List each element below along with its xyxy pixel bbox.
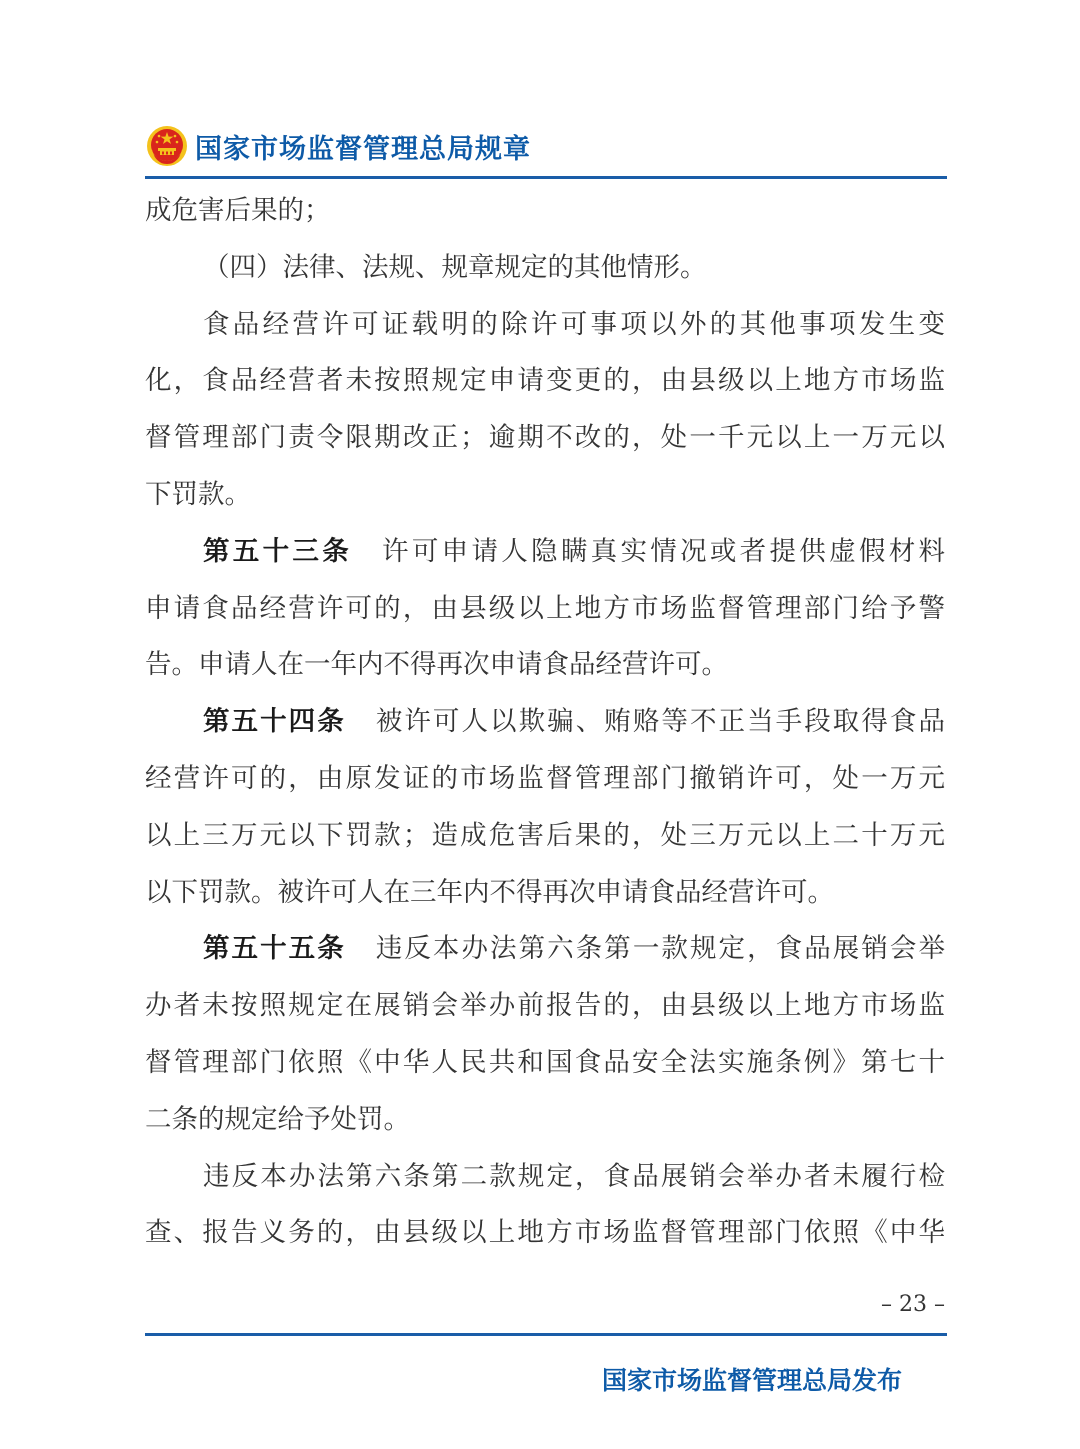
page-number: – 23 – xyxy=(881,1292,945,1317)
body-line: 申请食品经营许可的，由县级以上地方市场监督管理部门给予警 xyxy=(145,592,945,624)
body-line: 查、报告义务的，由县级以上地方市场监督管理部门依照《中华 xyxy=(145,1217,945,1249)
header-title: 国家市场监督管理总局规章 xyxy=(195,133,531,165)
footer-divider xyxy=(145,1333,947,1336)
body-text: 许可申请人隐瞒真实情况或者提供虚假材料 xyxy=(382,535,946,567)
body-line: 化，食品经营者未按照规定申请变更的，由县级以上地方市场监 xyxy=(145,365,945,397)
article-55-first-line xyxy=(145,921,945,978)
national-emblem-icon xyxy=(145,124,189,168)
body-line: 督管理部门依照《中华人民共和国食品安全法实施条例》第七十 xyxy=(145,1046,945,1078)
body-line: 办者未按照规定在展销会举办前报告的，由县级以上地方市场监 xyxy=(145,990,945,1022)
header-divider xyxy=(145,176,947,179)
body-line: 以下罚款。被许可人在三年内不得再次申请食品经营许可。 xyxy=(145,876,834,908)
document-body xyxy=(145,183,945,1262)
article-53-first-line xyxy=(145,524,945,581)
body-line: 下罚款。 xyxy=(145,478,251,510)
body-line: 二条的规定给予处罚。 xyxy=(145,1103,410,1135)
document-header xyxy=(145,118,945,174)
body-line: 成危害后果的； xyxy=(145,195,331,226)
body-line: 食品经营许可证载明的除许可事项以外的其他事项发生变 xyxy=(203,308,945,340)
body-line: 督管理部门责令限期改正；逾期不改的，处一千元以上一万元以 xyxy=(145,422,945,454)
body-line: （四）法律、法规、规章规定的其他情形。 xyxy=(203,251,707,283)
article-54-first-line xyxy=(145,694,945,751)
body-text: 被许可人以欺骗、贿赂等不正当手段取得食品 xyxy=(375,706,945,738)
article-54-heading: 第五十四条 xyxy=(203,706,346,738)
body-text: 违反本办法第六条第一款规定，食品展销会举 xyxy=(375,933,945,965)
article-53-heading: 第五十三条 xyxy=(203,535,353,567)
footer-publisher: 国家市场监督管理总局发布 xyxy=(601,1366,902,1395)
body-line: 以上三万元以下罚款；造成危害后果的，处三万元以上二十万元 xyxy=(145,819,945,851)
body-line: 告。申请人在一年内不得再次申请食品经营许可。 xyxy=(145,649,728,681)
body-line: 违反本办法第六条第二款规定，食品展销会举办者未履行检 xyxy=(203,1160,945,1192)
article-55-heading: 第五十五条 xyxy=(203,933,346,965)
body-line: 经营许可的，由原发证的市场监督管理部门撤销许可，处一万元 xyxy=(145,762,945,794)
